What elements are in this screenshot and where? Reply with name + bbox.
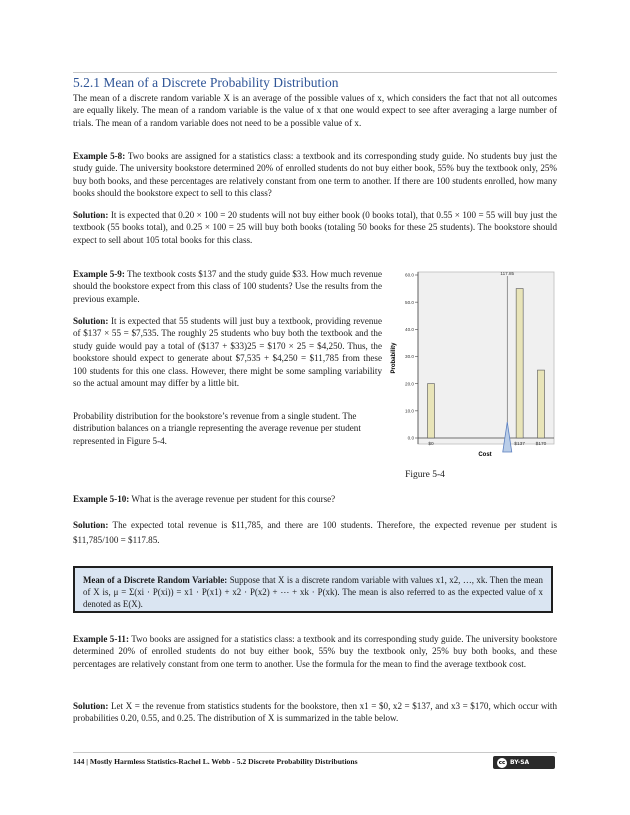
solution-text: The expected total revenue is $11,785, and there are 100 students. Therefore, the expected revenue per student is $11,785/100 = $117.85. bbox=[73, 520, 557, 545]
top-rule bbox=[73, 72, 557, 73]
figure-caption: Figure 5-4 bbox=[405, 470, 445, 480]
example-5-8-solution bbox=[73, 209, 557, 246]
plot-panel bbox=[418, 272, 554, 444]
y-tick-label: 40.0 bbox=[405, 326, 414, 332]
example-label: Example 5-11: bbox=[73, 634, 129, 644]
definition-box bbox=[73, 566, 553, 613]
x-tick-label: $0 bbox=[428, 442, 434, 447]
example-text: What is the average revenue per student for this course? bbox=[129, 494, 336, 504]
creative-commons-icon: cc bbox=[498, 759, 506, 766]
example-5-10 bbox=[73, 493, 557, 505]
example-5-11 bbox=[73, 633, 557, 670]
example-label: Example 5-9: bbox=[73, 269, 125, 279]
example-label: Example 5-10: bbox=[73, 494, 130, 504]
example-5-9-solution bbox=[73, 315, 382, 389]
solution-label: Solution: bbox=[73, 701, 109, 711]
solution-label: Solution: bbox=[73, 316, 109, 326]
bar-0 bbox=[428, 384, 435, 438]
solution-label: Solution: bbox=[73, 520, 109, 530]
example-text: Two books are assigned for a statistics class: a textbook and its corresponding study guide. The university bookstore determined 20% of enrolled students do not buy either book, 55% buy the textbook only, 25% buy both books, and these percentages are relatively constant from one term to another. Use the formula for the mean to find the average textbook cost. bbox=[73, 634, 557, 669]
solution-text: Let X = the revenue from statistics students for the bookstore, then x1 = $0, x2 = $137, and x3 = $170, which occur with probabilities 0.20, 0.55, and 0.25. The distribution of X is summarized in the table below. bbox=[73, 701, 557, 724]
x-tick-label: $137 bbox=[514, 442, 525, 447]
solution-label: Solution: bbox=[73, 210, 109, 220]
y-tick-label: 50.0 bbox=[405, 299, 414, 305]
x-axis-label: Cost bbox=[478, 452, 492, 458]
example-5-11-solution bbox=[73, 700, 557, 725]
y-axis-label: Probability bbox=[391, 342, 397, 374]
license-label: BY-SA bbox=[510, 759, 530, 766]
example-5-8 bbox=[73, 150, 557, 200]
x-tick-label: $170 bbox=[535, 442, 547, 447]
y-tick-label: 30.0 bbox=[405, 354, 414, 360]
definition-title: Mean of a Discrete Random Variable: bbox=[83, 575, 228, 585]
footer-text: 144 | Mostly Harmless Statistics-Rachel L. Webb - 5.2 Discrete Probability Distributions bbox=[73, 757, 358, 766]
intro-paragraph: The mean of a discrete random variable X is an average of the possible values of x, which considers the fact that not all outcomes are equally likely. The mean of a random variable is the value of x that one would expect to see after averaging a large number of trials. The mean of a random variable does not need to be a possible value of x. bbox=[73, 93, 557, 128]
example-text: Two books are assigned for a statistics class: a textbook and its corresponding study guide. No students buy just the study guide. The university bookstore determined 20% of enrolled students do not buy either book, 55% buy the textbook only, 25% buy both books, and these percentages are relatively constant from one term to another. If there are 100 students enrolled, how many books should the bookstore expect to sell to this class? bbox=[73, 151, 558, 199]
solution-text: It is expected that 55 students will just buy a textbook, providing revenue of $137 × 55 = $7,535. The roughly 25 students who buy both the textbook and the study guide would pay a total of ($137 + $33)25 = $170 × 25 = $4,250. Thus, the bookstore should expect to generate about $7,535 + $4,250 = $11,785 from these 100 students for this one class. However, there might be some sampling variability so the actual amount may differ by a little bit. bbox=[73, 316, 382, 389]
definition-text: Suppose that X is a discrete random variable with values x1, x2, …, xk. Then the mean of X is, μ = Σ(xi · P(xi)) = x1 · P(x1) + x2 · P(x2) + ⋯ + xk · P(xk). The mean is also referred to as the expected value of x denoted as E(X). bbox=[83, 575, 543, 610]
cc-license-badge[interactable] bbox=[493, 756, 555, 769]
example-text: The textbook costs $137 and the study guide $33. How much revenue should the bookstore expect from this class of 100 students? Use the results from the previous example. bbox=[73, 269, 382, 304]
bar-137 bbox=[516, 289, 523, 438]
y-tick-label: 60.0 bbox=[405, 272, 414, 278]
mean-value-label: 117.85 bbox=[500, 271, 515, 276]
y-tick-label: 20.0 bbox=[405, 381, 414, 387]
y-axis-ticks bbox=[405, 273, 418, 441]
section-heading: 5.2.1 Mean of a Discrete Probability Distribution bbox=[73, 75, 339, 90]
example-5-9 bbox=[73, 268, 382, 305]
solution-text: It is expected that 0.20 × 100 = 20 students will not buy either book (0 books total), that 0.55 × 100 = 55 will buy just the textbook (55 books total), and 0.25 × 100 = 25 will buy both books (totaling 50 books for these 25 students). The bookstore should expect to sell about 105 total books for this class. bbox=[73, 210, 557, 245]
example-5-10-solution bbox=[73, 518, 557, 548]
y-tick-label: 10.0 bbox=[405, 408, 414, 414]
figure-description: Probability distribution for the bookstore’s revenue from a single student. The distribution balances on a triangle representing the average revenue per student represented in Figure 5-4. bbox=[73, 411, 361, 446]
y-tick-label: 0.0 bbox=[407, 435, 414, 441]
example-label: Example 5-8: bbox=[73, 151, 126, 161]
footer-rule bbox=[73, 752, 557, 753]
revenue-probability-chart bbox=[385, 266, 560, 464]
bar-170 bbox=[538, 370, 545, 438]
